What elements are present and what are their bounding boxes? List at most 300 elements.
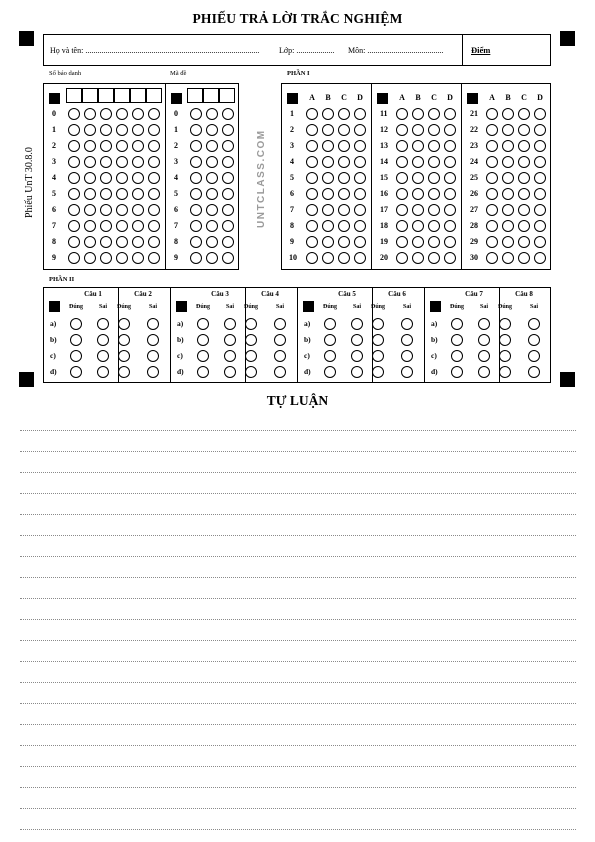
- part1-answer-bubble[interactable]: [338, 156, 350, 168]
- part1-answer-bubble[interactable]: [322, 172, 334, 184]
- essay-line[interactable]: [20, 472, 576, 473]
- part1-answer-bubble[interactable]: [354, 220, 366, 232]
- part2-true-bubble[interactable]: [499, 350, 511, 362]
- part1-answer-bubble[interactable]: [412, 204, 424, 216]
- part1-answer-bubble[interactable]: [534, 156, 546, 168]
- part1-answer-bubble[interactable]: [396, 188, 408, 200]
- part1-answer-bubble[interactable]: [396, 220, 408, 232]
- part1-answer-bubble[interactable]: [322, 252, 334, 264]
- part2-true-bubble[interactable]: [372, 318, 384, 330]
- part1-answer-bubble[interactable]: [322, 124, 334, 136]
- part1-answer-bubble[interactable]: [322, 140, 334, 152]
- part1-answer-bubble[interactable]: [502, 220, 514, 232]
- part1-answer-bubble[interactable]: [412, 236, 424, 248]
- part1-answer-bubble[interactable]: [306, 108, 318, 120]
- part1-answer-bubble[interactable]: [502, 204, 514, 216]
- essay-line[interactable]: [20, 661, 576, 662]
- sbd-write-cell[interactable]: [146, 88, 162, 103]
- sbd-bubble[interactable]: [68, 124, 80, 136]
- part2-true-bubble[interactable]: [451, 366, 463, 378]
- part2-false-bubble[interactable]: [401, 366, 413, 378]
- sbd-bubble[interactable]: [148, 172, 160, 184]
- made-bubble[interactable]: [206, 108, 218, 120]
- part2-false-bubble[interactable]: [401, 318, 413, 330]
- sbd-bubble[interactable]: [148, 252, 160, 264]
- part2-true-bubble[interactable]: [245, 318, 257, 330]
- sbd-write-cell[interactable]: [98, 88, 114, 103]
- sbd-bubble[interactable]: [84, 236, 96, 248]
- sbd-bubble[interactable]: [116, 140, 128, 152]
- part1-answer-bubble[interactable]: [486, 204, 498, 216]
- sbd-bubble[interactable]: [84, 172, 96, 184]
- part1-answer-bubble[interactable]: [518, 172, 530, 184]
- part2-true-bubble[interactable]: [372, 334, 384, 346]
- part1-answer-bubble[interactable]: [486, 108, 498, 120]
- part1-answer-bubble[interactable]: [534, 220, 546, 232]
- essay-line[interactable]: [20, 451, 576, 452]
- essay-line[interactable]: [20, 598, 576, 599]
- part1-answer-bubble[interactable]: [486, 220, 498, 232]
- part1-answer-bubble[interactable]: [412, 252, 424, 264]
- sbd-bubble[interactable]: [84, 188, 96, 200]
- made-write-cell[interactable]: [203, 88, 219, 103]
- part1-answer-bubble[interactable]: [444, 204, 456, 216]
- made-bubble[interactable]: [222, 204, 234, 216]
- made-bubble[interactable]: [206, 156, 218, 168]
- part2-true-bubble[interactable]: [70, 334, 82, 346]
- part1-answer-bubble[interactable]: [306, 140, 318, 152]
- part2-true-bubble[interactable]: [118, 318, 130, 330]
- part1-answer-bubble[interactable]: [502, 236, 514, 248]
- sbd-bubble[interactable]: [84, 220, 96, 232]
- sbd-bubble[interactable]: [100, 188, 112, 200]
- part2-false-bubble[interactable]: [351, 334, 363, 346]
- sbd-write-cell[interactable]: [130, 88, 146, 103]
- part1-answer-bubble[interactable]: [534, 172, 546, 184]
- made-bubble[interactable]: [222, 156, 234, 168]
- part2-true-bubble[interactable]: [324, 350, 336, 362]
- made-bubble[interactable]: [206, 252, 218, 264]
- sbd-bubble[interactable]: [68, 140, 80, 152]
- part1-answer-bubble[interactable]: [486, 188, 498, 200]
- made-bubble[interactable]: [190, 204, 202, 216]
- part1-answer-bubble[interactable]: [428, 140, 440, 152]
- part1-answer-bubble[interactable]: [338, 204, 350, 216]
- made-bubble[interactable]: [190, 140, 202, 152]
- sbd-bubble[interactable]: [116, 124, 128, 136]
- sbd-bubble[interactable]: [84, 140, 96, 152]
- part1-answer-bubble[interactable]: [518, 124, 530, 136]
- part1-answer-bubble[interactable]: [444, 252, 456, 264]
- sbd-bubble[interactable]: [116, 252, 128, 264]
- part2-true-bubble[interactable]: [70, 366, 82, 378]
- sbd-bubble[interactable]: [68, 188, 80, 200]
- essay-line[interactable]: [20, 703, 576, 704]
- part2-false-bubble[interactable]: [478, 334, 490, 346]
- part1-answer-bubble[interactable]: [412, 156, 424, 168]
- part1-answer-bubble[interactable]: [322, 188, 334, 200]
- part2-false-bubble[interactable]: [274, 366, 286, 378]
- sbd-bubble[interactable]: [132, 220, 144, 232]
- part1-answer-bubble[interactable]: [428, 188, 440, 200]
- made-bubble[interactable]: [190, 188, 202, 200]
- part2-false-bubble[interactable]: [528, 366, 540, 378]
- part1-answer-bubble[interactable]: [502, 252, 514, 264]
- part1-answer-bubble[interactable]: [412, 124, 424, 136]
- part2-true-bubble[interactable]: [451, 318, 463, 330]
- part1-answer-bubble[interactable]: [502, 188, 514, 200]
- sbd-bubble[interactable]: [100, 220, 112, 232]
- part2-false-bubble[interactable]: [147, 366, 159, 378]
- made-bubble[interactable]: [190, 172, 202, 184]
- part2-true-bubble[interactable]: [372, 350, 384, 362]
- part1-answer-bubble[interactable]: [534, 204, 546, 216]
- part1-answer-bubble[interactable]: [306, 188, 318, 200]
- part1-answer-bubble[interactable]: [354, 124, 366, 136]
- essay-line[interactable]: [20, 640, 576, 641]
- part1-answer-bubble[interactable]: [412, 172, 424, 184]
- essay-line[interactable]: [20, 745, 576, 746]
- sbd-bubble[interactable]: [132, 156, 144, 168]
- part1-answer-bubble[interactable]: [518, 156, 530, 168]
- sbd-bubble[interactable]: [84, 204, 96, 216]
- made-bubble[interactable]: [206, 220, 218, 232]
- made-bubble[interactable]: [222, 124, 234, 136]
- made-bubble[interactable]: [190, 124, 202, 136]
- part1-answer-bubble[interactable]: [486, 236, 498, 248]
- sbd-bubble[interactable]: [100, 108, 112, 120]
- part1-answer-bubble[interactable]: [354, 188, 366, 200]
- part1-answer-bubble[interactable]: [412, 220, 424, 232]
- part1-answer-bubble[interactable]: [354, 172, 366, 184]
- part1-answer-bubble[interactable]: [306, 156, 318, 168]
- sbd-write-cell[interactable]: [114, 88, 130, 103]
- sbd-bubble[interactable]: [116, 156, 128, 168]
- part2-true-bubble[interactable]: [118, 350, 130, 362]
- part2-true-bubble[interactable]: [324, 366, 336, 378]
- part2-false-bubble[interactable]: [478, 350, 490, 362]
- essay-line[interactable]: [20, 430, 576, 431]
- sbd-bubble[interactable]: [84, 108, 96, 120]
- made-bubble[interactable]: [206, 172, 218, 184]
- essay-line[interactable]: [20, 808, 576, 809]
- made-bubble[interactable]: [222, 220, 234, 232]
- part1-answer-bubble[interactable]: [354, 140, 366, 152]
- sbd-bubble[interactable]: [148, 220, 160, 232]
- sbd-bubble[interactable]: [148, 108, 160, 120]
- essay-line[interactable]: [20, 787, 576, 788]
- made-bubble[interactable]: [190, 236, 202, 248]
- part1-answer-bubble[interactable]: [444, 172, 456, 184]
- part1-answer-bubble[interactable]: [486, 252, 498, 264]
- sbd-write-cell[interactable]: [82, 88, 98, 103]
- part1-answer-bubble[interactable]: [412, 108, 424, 120]
- part1-answer-bubble[interactable]: [338, 252, 350, 264]
- sbd-bubble[interactable]: [132, 172, 144, 184]
- part2-true-bubble[interactable]: [499, 318, 511, 330]
- part2-true-bubble[interactable]: [197, 318, 209, 330]
- part1-answer-bubble[interactable]: [518, 252, 530, 264]
- sbd-bubble[interactable]: [100, 236, 112, 248]
- part1-answer-bubble[interactable]: [396, 156, 408, 168]
- part2-false-bubble[interactable]: [274, 318, 286, 330]
- part1-answer-bubble[interactable]: [306, 220, 318, 232]
- part1-answer-bubble[interactable]: [518, 220, 530, 232]
- part2-false-bubble[interactable]: [97, 334, 109, 346]
- part1-answer-bubble[interactable]: [306, 252, 318, 264]
- part1-answer-bubble[interactable]: [534, 236, 546, 248]
- part1-answer-bubble[interactable]: [354, 252, 366, 264]
- essay-line[interactable]: [20, 493, 576, 494]
- part1-answer-bubble[interactable]: [428, 172, 440, 184]
- part1-answer-bubble[interactable]: [428, 204, 440, 216]
- essay-line[interactable]: [20, 619, 576, 620]
- sbd-bubble[interactable]: [132, 124, 144, 136]
- sbd-bubble[interactable]: [132, 236, 144, 248]
- sbd-bubble[interactable]: [116, 236, 128, 248]
- sbd-bubble[interactable]: [148, 204, 160, 216]
- part2-true-bubble[interactable]: [70, 350, 82, 362]
- part2-true-bubble[interactable]: [451, 350, 463, 362]
- part1-answer-bubble[interactable]: [338, 236, 350, 248]
- part1-answer-bubble[interactable]: [306, 172, 318, 184]
- made-bubble[interactable]: [206, 140, 218, 152]
- part2-true-bubble[interactable]: [118, 366, 130, 378]
- part1-answer-bubble[interactable]: [338, 172, 350, 184]
- part1-answer-bubble[interactable]: [396, 236, 408, 248]
- part2-true-bubble[interactable]: [197, 366, 209, 378]
- sbd-bubble[interactable]: [100, 156, 112, 168]
- part1-answer-bubble[interactable]: [306, 204, 318, 216]
- part2-true-bubble[interactable]: [197, 334, 209, 346]
- part1-answer-bubble[interactable]: [534, 188, 546, 200]
- part2-true-bubble[interactable]: [451, 334, 463, 346]
- part1-answer-bubble[interactable]: [306, 236, 318, 248]
- part1-answer-bubble[interactable]: [354, 236, 366, 248]
- sbd-bubble[interactable]: [116, 172, 128, 184]
- part1-answer-bubble[interactable]: [534, 124, 546, 136]
- part1-answer-bubble[interactable]: [428, 156, 440, 168]
- part1-answer-bubble[interactable]: [502, 172, 514, 184]
- sbd-bubble[interactable]: [148, 156, 160, 168]
- sbd-bubble[interactable]: [148, 140, 160, 152]
- made-bubble[interactable]: [206, 124, 218, 136]
- sbd-bubble[interactable]: [132, 252, 144, 264]
- part1-answer-bubble[interactable]: [338, 124, 350, 136]
- part1-answer-bubble[interactable]: [338, 188, 350, 200]
- sbd-bubble[interactable]: [100, 172, 112, 184]
- part2-false-bubble[interactable]: [528, 318, 540, 330]
- part1-answer-bubble[interactable]: [338, 220, 350, 232]
- part1-answer-bubble[interactable]: [396, 172, 408, 184]
- sbd-bubble[interactable]: [116, 188, 128, 200]
- part1-answer-bubble[interactable]: [322, 204, 334, 216]
- made-bubble[interactable]: [206, 188, 218, 200]
- essay-line[interactable]: [20, 766, 576, 767]
- part1-answer-bubble[interactable]: [534, 108, 546, 120]
- part1-answer-bubble[interactable]: [444, 156, 456, 168]
- part2-false-bubble[interactable]: [478, 366, 490, 378]
- part1-answer-bubble[interactable]: [518, 204, 530, 216]
- part1-answer-bubble[interactable]: [338, 108, 350, 120]
- sbd-bubble[interactable]: [68, 252, 80, 264]
- essay-line[interactable]: [20, 829, 576, 830]
- part2-false-bubble[interactable]: [147, 350, 159, 362]
- made-bubble[interactable]: [222, 108, 234, 120]
- part1-answer-bubble[interactable]: [322, 236, 334, 248]
- made-bubble[interactable]: [222, 188, 234, 200]
- made-bubble[interactable]: [190, 252, 202, 264]
- made-bubble[interactable]: [190, 156, 202, 168]
- part2-true-bubble[interactable]: [372, 366, 384, 378]
- sbd-bubble[interactable]: [68, 156, 80, 168]
- made-write-cell[interactable]: [219, 88, 235, 103]
- part1-answer-bubble[interactable]: [502, 156, 514, 168]
- part1-answer-bubble[interactable]: [428, 220, 440, 232]
- part1-answer-bubble[interactable]: [396, 252, 408, 264]
- part1-answer-bubble[interactable]: [354, 156, 366, 168]
- part2-true-bubble[interactable]: [70, 318, 82, 330]
- part1-answer-bubble[interactable]: [534, 140, 546, 152]
- part2-false-bubble[interactable]: [478, 318, 490, 330]
- made-bubble[interactable]: [190, 220, 202, 232]
- part1-answer-bubble[interactable]: [322, 108, 334, 120]
- part1-answer-bubble[interactable]: [396, 140, 408, 152]
- sbd-bubble[interactable]: [100, 204, 112, 216]
- sbd-bubble[interactable]: [68, 236, 80, 248]
- part1-answer-bubble[interactable]: [502, 108, 514, 120]
- part1-answer-bubble[interactable]: [354, 204, 366, 216]
- sbd-bubble[interactable]: [148, 188, 160, 200]
- part2-false-bubble[interactable]: [274, 334, 286, 346]
- part2-false-bubble[interactable]: [97, 350, 109, 362]
- sbd-bubble[interactable]: [132, 188, 144, 200]
- part2-true-bubble[interactable]: [499, 366, 511, 378]
- subject-field[interactable]: Môn: ......................................: [348, 46, 444, 55]
- part1-answer-bubble[interactable]: [518, 236, 530, 248]
- sbd-write-cell[interactable]: [66, 88, 82, 103]
- part1-answer-bubble[interactable]: [502, 124, 514, 136]
- part1-answer-bubble[interactable]: [322, 156, 334, 168]
- essay-line[interactable]: [20, 577, 576, 578]
- part1-answer-bubble[interactable]: [354, 108, 366, 120]
- part1-answer-bubble[interactable]: [444, 236, 456, 248]
- sbd-bubble[interactable]: [116, 204, 128, 216]
- sbd-bubble[interactable]: [148, 124, 160, 136]
- part1-answer-bubble[interactable]: [502, 140, 514, 152]
- part2-true-bubble[interactable]: [118, 334, 130, 346]
- part2-false-bubble[interactable]: [224, 366, 236, 378]
- essay-line[interactable]: [20, 556, 576, 557]
- part1-answer-bubble[interactable]: [486, 156, 498, 168]
- part1-answer-bubble[interactable]: [444, 140, 456, 152]
- part1-answer-bubble[interactable]: [428, 124, 440, 136]
- part1-answer-bubble[interactable]: [444, 108, 456, 120]
- part2-false-bubble[interactable]: [147, 318, 159, 330]
- part2-false-bubble[interactable]: [147, 334, 159, 346]
- part2-true-bubble[interactable]: [245, 334, 257, 346]
- sbd-bubble[interactable]: [116, 220, 128, 232]
- sbd-bubble[interactable]: [68, 220, 80, 232]
- made-write-cell[interactable]: [187, 88, 203, 103]
- part2-false-bubble[interactable]: [97, 366, 109, 378]
- sbd-bubble[interactable]: [68, 204, 80, 216]
- name-field[interactable]: Họ và tên: .......................................................................................: [50, 46, 260, 55]
- made-bubble[interactable]: [222, 252, 234, 264]
- part2-true-bubble[interactable]: [324, 318, 336, 330]
- part1-answer-bubble[interactable]: [428, 252, 440, 264]
- part1-answer-bubble[interactable]: [428, 236, 440, 248]
- made-bubble[interactable]: [190, 108, 202, 120]
- part1-answer-bubble[interactable]: [518, 188, 530, 200]
- part1-answer-bubble[interactable]: [486, 172, 498, 184]
- part2-true-bubble[interactable]: [245, 350, 257, 362]
- part2-false-bubble[interactable]: [224, 334, 236, 346]
- essay-line[interactable]: [20, 514, 576, 515]
- sbd-bubble[interactable]: [132, 140, 144, 152]
- made-bubble[interactable]: [206, 236, 218, 248]
- part2-false-bubble[interactable]: [274, 350, 286, 362]
- made-bubble[interactable]: [222, 236, 234, 248]
- essay-line[interactable]: [20, 682, 576, 683]
- class-field[interactable]: Lớp: ...................: [279, 46, 335, 55]
- part1-answer-bubble[interactable]: [534, 252, 546, 264]
- part1-answer-bubble[interactable]: [486, 124, 498, 136]
- sbd-bubble[interactable]: [84, 156, 96, 168]
- part2-false-bubble[interactable]: [224, 350, 236, 362]
- part2-true-bubble[interactable]: [245, 366, 257, 378]
- part1-answer-bubble[interactable]: [444, 220, 456, 232]
- sbd-bubble[interactable]: [68, 108, 80, 120]
- part1-answer-bubble[interactable]: [396, 124, 408, 136]
- sbd-bubble[interactable]: [148, 236, 160, 248]
- part1-answer-bubble[interactable]: [412, 140, 424, 152]
- part2-true-bubble[interactable]: [324, 334, 336, 346]
- sbd-bubble[interactable]: [132, 204, 144, 216]
- part1-answer-bubble[interactable]: [444, 124, 456, 136]
- essay-line[interactable]: [20, 724, 576, 725]
- made-bubble[interactable]: [222, 172, 234, 184]
- part1-answer-bubble[interactable]: [412, 188, 424, 200]
- part2-false-bubble[interactable]: [351, 350, 363, 362]
- sbd-bubble[interactable]: [100, 252, 112, 264]
- part2-true-bubble[interactable]: [197, 350, 209, 362]
- part1-answer-bubble[interactable]: [518, 140, 530, 152]
- part2-false-bubble[interactable]: [401, 334, 413, 346]
- part2-false-bubble[interactable]: [351, 318, 363, 330]
- part1-answer-bubble[interactable]: [486, 140, 498, 152]
- part2-false-bubble[interactable]: [224, 318, 236, 330]
- part1-answer-bubble[interactable]: [396, 108, 408, 120]
- part1-answer-bubble[interactable]: [396, 204, 408, 216]
- part1-answer-bubble[interactable]: [428, 108, 440, 120]
- sbd-bubble[interactable]: [132, 108, 144, 120]
- part1-answer-bubble[interactable]: [338, 140, 350, 152]
- sbd-bubble[interactable]: [100, 124, 112, 136]
- sbd-bubble[interactable]: [100, 140, 112, 152]
- sbd-bubble[interactable]: [116, 108, 128, 120]
- part1-answer-bubble[interactable]: [322, 220, 334, 232]
- made-bubble[interactable]: [222, 140, 234, 152]
- part1-answer-bubble[interactable]: [444, 188, 456, 200]
- part2-false-bubble[interactable]: [351, 366, 363, 378]
- part2-false-bubble[interactable]: [97, 318, 109, 330]
- essay-line[interactable]: [20, 535, 576, 536]
- sbd-bubble[interactable]: [68, 172, 80, 184]
- part2-false-bubble[interactable]: [528, 334, 540, 346]
- part1-answer-bubble[interactable]: [306, 124, 318, 136]
- part2-false-bubble[interactable]: [528, 350, 540, 362]
